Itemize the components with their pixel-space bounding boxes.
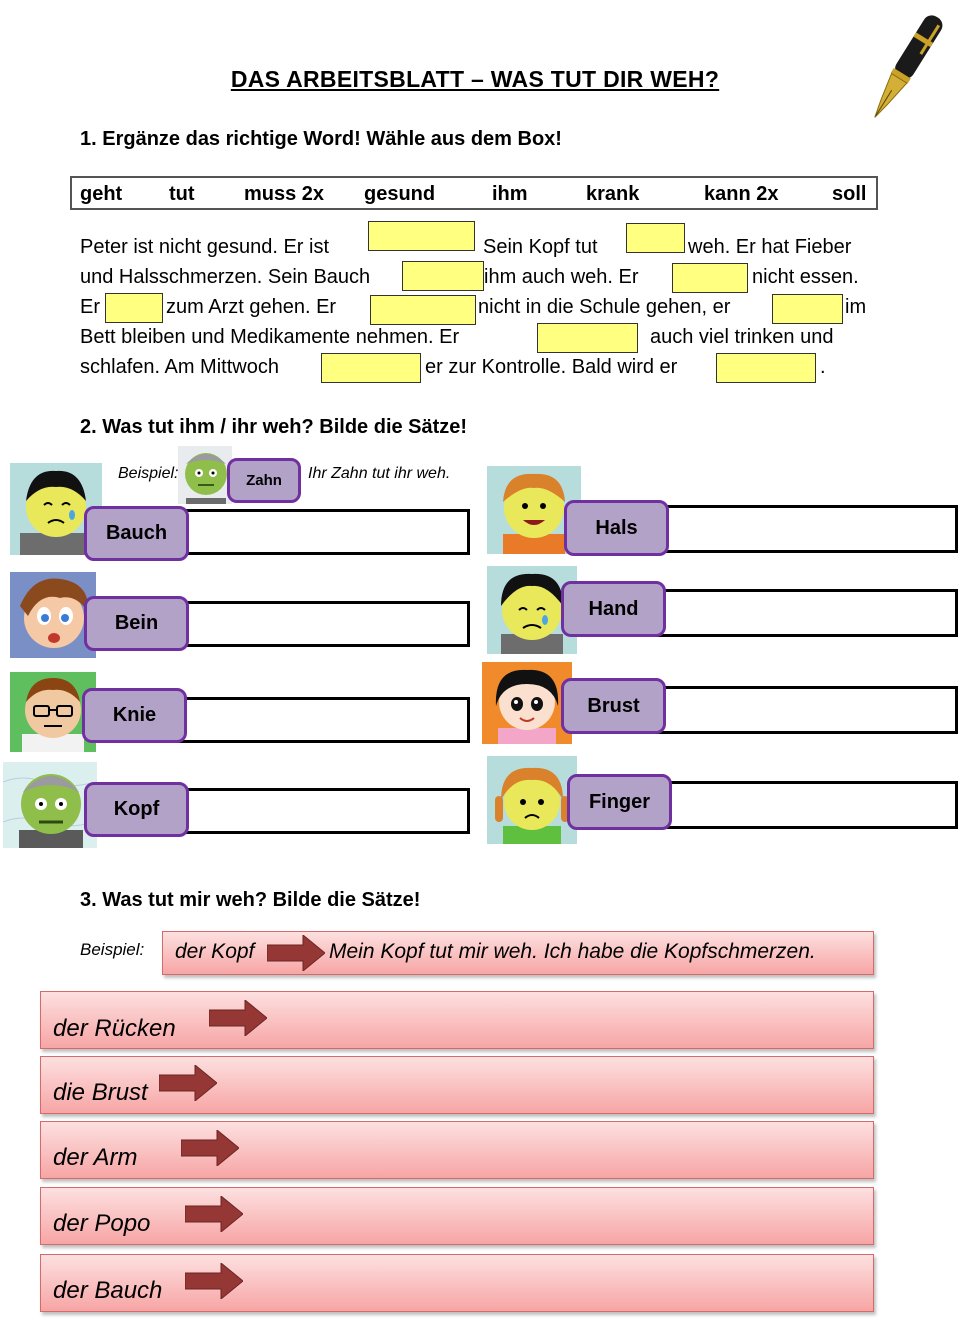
gap-text-segment: Sein Kopf tut	[483, 236, 598, 258]
word-box-item: geht	[80, 183, 123, 205]
arrow-right-icon	[185, 1196, 243, 1232]
arrow-right-icon	[185, 1263, 243, 1299]
answer-box[interactable]	[174, 509, 470, 555]
body-part-label: Hals	[564, 500, 669, 556]
zombie-face-icon	[3, 762, 97, 848]
gap-text-segment: nicht essen.	[752, 266, 859, 288]
answer-box[interactable]	[174, 601, 470, 647]
arrow-right-icon	[267, 935, 325, 971]
girl-sick-face-icon	[487, 756, 577, 844]
gap-text-segment: ihm auch weh. Er	[484, 266, 639, 288]
gap-field[interactable]	[370, 295, 476, 325]
gap-field[interactable]	[672, 263, 748, 293]
body-part-label: Bein	[84, 596, 189, 651]
body-part-word: der Rücken	[53, 1015, 176, 1042]
body-part-word: die Brust	[53, 1079, 148, 1106]
word-box-item: soll	[832, 183, 867, 205]
word-box-item: tut	[169, 183, 195, 205]
gap-text-segment: Er	[80, 296, 100, 318]
answer-box[interactable]	[652, 781, 958, 829]
word-box-item: kann 2x	[704, 183, 779, 205]
section1-heading: 1. Ergänze das richtige Word! Wähle aus dem Box!	[80, 128, 562, 150]
sentence-row[interactable]	[40, 1121, 874, 1179]
answer-box[interactable]	[652, 686, 958, 734]
word-box-item: ihm	[492, 183, 528, 205]
answer-box[interactable]	[174, 697, 470, 743]
gap-field[interactable]	[626, 223, 685, 253]
body-part-word: der Bauch	[53, 1277, 163, 1304]
girl-smiling-face-icon	[482, 662, 572, 744]
gap-field[interactable]	[537, 323, 638, 353]
gap-field[interactable]	[368, 221, 475, 251]
arrow-right-icon	[159, 1065, 217, 1101]
gap-text-segment: er zur Kontrolle. Bald wird er	[425, 356, 678, 378]
gap-text-segment: schlafen. Am Mittwoch	[80, 356, 279, 378]
body-part-label: Hand	[561, 581, 666, 637]
body-part-label: Knie	[82, 688, 187, 743]
fountain-pen-icon	[865, 4, 945, 134]
example-sentence: Ihr Zahn tut ihr weh.	[308, 465, 451, 482]
answer-box[interactable]	[174, 788, 470, 834]
body-part-label: Kopf	[84, 782, 189, 837]
body-part-word: der Arm	[53, 1144, 138, 1171]
sentence-row[interactable]	[40, 1254, 874, 1312]
gap-field[interactable]	[772, 294, 843, 324]
arrow-right-icon	[181, 1130, 239, 1166]
example-word: der Kopf	[175, 940, 255, 963]
example-label: Beispiel:	[80, 940, 145, 959]
gap-text-segment: im	[845, 296, 867, 318]
gap-text-segment: zum Arzt gehen. Er	[166, 296, 337, 318]
word-box-item: krank	[586, 183, 640, 205]
arrow-right-icon	[209, 1000, 267, 1036]
section2-heading: 2. Was tut ihm / ihr weh? Bilde die Sätze!	[80, 416, 468, 438]
answer-box[interactable]	[652, 589, 958, 637]
body-part-label: Bauch	[84, 506, 189, 561]
sentence-row[interactable]	[40, 991, 874, 1049]
example-word-label: Zahn	[227, 458, 301, 503]
gap-text-segment: und Halsschmerzen. Sein Bauch	[80, 266, 371, 288]
page-title: DAS ARBEITSBLATT – WAS TUT DIR WEH?	[230, 66, 720, 92]
body-part-label: Brust	[561, 678, 666, 734]
body-part-label: Finger	[567, 774, 672, 830]
zombie-face-icon	[178, 446, 232, 504]
word-box-item: gesund	[364, 183, 436, 205]
example-label: Beispiel:	[118, 465, 179, 482]
sentence-row[interactable]	[40, 1187, 874, 1245]
answer-box[interactable]	[652, 505, 958, 553]
body-part-word: der Popo	[53, 1210, 151, 1237]
gap-text-segment: nicht in die Schule gehen, er	[478, 296, 731, 318]
gap-text-segment: .	[820, 356, 826, 378]
example-sentence: Mein Kopf tut mir weh. Ich habe die Kopfschmerzen.	[329, 940, 816, 963]
gap-field[interactable]	[105, 293, 163, 323]
gap-field[interactable]	[716, 353, 816, 383]
word-box	[70, 176, 878, 210]
gap-field[interactable]	[402, 261, 484, 291]
gap-text-segment: Peter ist nicht gesund. Er ist	[80, 236, 330, 258]
word-box-item: muss 2x	[244, 183, 325, 205]
gap-text-segment: Bett bleiben und Medikamente nehmen. Er	[80, 326, 460, 348]
gap-text-segment: auch viel trinken und	[650, 326, 834, 348]
gap-text-segment: weh. Er hat Fieber	[688, 236, 852, 258]
sentence-row[interactable]	[40, 1056, 874, 1114]
section3-heading: 3. Was tut mir weh? Bilde die Sätze!	[80, 889, 421, 911]
gap-field[interactable]	[321, 353, 421, 383]
example-row	[162, 931, 874, 975]
